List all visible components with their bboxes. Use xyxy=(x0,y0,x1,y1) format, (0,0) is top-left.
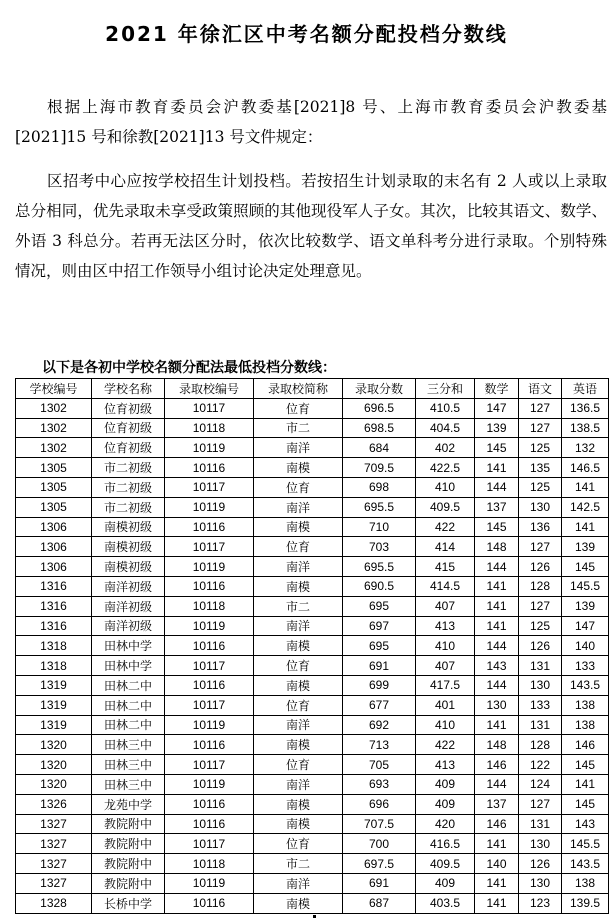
cell-col-school-code: 1327 xyxy=(16,814,92,834)
cell-col-english: 146.5 xyxy=(562,458,609,478)
cell-col-school-name: 教院附中 xyxy=(92,854,165,874)
table-row xyxy=(16,616,609,636)
table-row xyxy=(16,715,609,735)
table-row xyxy=(16,755,609,775)
cell-col-admit-code: 10117 xyxy=(165,834,254,854)
cell-col-admit-name: 位育 xyxy=(254,834,343,854)
cell-col-math: 147 xyxy=(475,398,519,418)
table-row xyxy=(16,418,609,438)
cell-col-three-sum: 410 xyxy=(416,636,475,656)
cell-col-school-code: 1328 xyxy=(16,893,92,913)
cell-col-three-sum: 409.5 xyxy=(416,854,475,874)
cell-col-three-sum: 422 xyxy=(416,735,475,755)
cell-col-school-name: 南洋初级 xyxy=(92,596,165,616)
cell-col-three-sum: 401 xyxy=(416,695,475,715)
cell-col-score: 707.5 xyxy=(343,814,416,834)
header-col-three-sum: 三分和 xyxy=(416,379,475,399)
cell-col-math: 145 xyxy=(475,517,519,537)
cell-col-chinese: 135 xyxy=(519,458,562,478)
cell-col-school-code: 1318 xyxy=(16,636,92,656)
table-row xyxy=(16,794,609,814)
cell-col-admit-code: 10116 xyxy=(165,735,254,755)
cell-col-school-name: 田林二中 xyxy=(92,695,165,715)
cell-col-school-name: 南模初级 xyxy=(92,517,165,537)
cell-col-chinese: 128 xyxy=(519,735,562,755)
cell-col-school-name: 教院附中 xyxy=(92,814,165,834)
cell-col-english: 143.5 xyxy=(562,854,609,874)
cell-col-math: 141 xyxy=(475,616,519,636)
cell-col-chinese: 127 xyxy=(519,418,562,438)
cell-col-math: 137 xyxy=(475,497,519,517)
cell-col-school-name: 南洋初级 xyxy=(92,576,165,596)
cell-col-chinese: 125 xyxy=(519,616,562,636)
cell-col-english: 143 xyxy=(562,814,609,834)
cell-col-school-name: 田林三中 xyxy=(92,755,165,775)
cell-col-admit-code: 10116 xyxy=(165,893,254,913)
cell-col-school-code: 1306 xyxy=(16,517,92,537)
cell-col-three-sum: 416.5 xyxy=(416,834,475,854)
cell-col-school-code: 1320 xyxy=(16,755,92,775)
cell-col-three-sum: 403.5 xyxy=(416,893,475,913)
cell-col-chinese: 123 xyxy=(519,893,562,913)
header-col-admit-name: 录取校简称 xyxy=(254,379,343,399)
cell-col-admit-code: 10119 xyxy=(165,497,254,517)
cell-col-chinese: 125 xyxy=(519,477,562,497)
cell-col-admit-name: 位育 xyxy=(254,695,343,715)
cell-col-chinese: 126 xyxy=(519,854,562,874)
table-caption: 以下是各初中学校名额分配法最低投档分数线： xyxy=(42,360,336,376)
cell-col-school-code: 1306 xyxy=(16,537,92,557)
cell-col-chinese: 127 xyxy=(519,794,562,814)
cell-col-admit-code: 10118 xyxy=(165,418,254,438)
cell-col-chinese: 131 xyxy=(519,814,562,834)
cell-col-math: 137 xyxy=(475,794,519,814)
cell-col-score: 709.5 xyxy=(343,458,416,478)
cell-col-admit-code: 10116 xyxy=(165,576,254,596)
cell-col-school-code: 1327 xyxy=(16,854,92,874)
table-row xyxy=(16,675,609,695)
cell-col-admit-code: 10116 xyxy=(165,517,254,537)
cell-col-math: 141 xyxy=(475,458,519,478)
table-row xyxy=(16,854,609,874)
cell-col-school-name: 市二初级 xyxy=(92,497,165,517)
cell-col-admit-name: 南模 xyxy=(254,576,343,596)
cell-col-admit-name: 南洋 xyxy=(254,873,343,893)
cell-col-three-sum: 402 xyxy=(416,438,475,458)
cell-col-three-sum: 417.5 xyxy=(416,675,475,695)
cell-col-school-code: 1305 xyxy=(16,477,92,497)
cell-col-math: 141 xyxy=(475,576,519,596)
cell-col-admit-name: 市二 xyxy=(254,854,343,874)
cell-col-score: 693 xyxy=(343,774,416,794)
cell-col-admit-code: 10118 xyxy=(165,854,254,874)
cell-col-score: 692 xyxy=(343,715,416,735)
cell-col-english: 138 xyxy=(562,695,609,715)
cell-col-chinese: 124 xyxy=(519,774,562,794)
cell-col-three-sum: 420 xyxy=(416,814,475,834)
cell-col-english: 139 xyxy=(562,596,609,616)
table-row xyxy=(16,735,609,755)
table-row xyxy=(16,893,609,913)
cell-col-score: 699 xyxy=(343,675,416,695)
cell-col-score: 696.5 xyxy=(343,398,416,418)
cell-col-english: 138 xyxy=(562,873,609,893)
cell-col-admit-code: 10119 xyxy=(165,438,254,458)
cell-col-english: 147 xyxy=(562,616,609,636)
cell-col-admit-code: 10119 xyxy=(165,715,254,735)
cell-col-admit-name: 南洋 xyxy=(254,774,343,794)
cell-col-three-sum: 414.5 xyxy=(416,576,475,596)
header-col-math: 数学 xyxy=(475,379,519,399)
cell-col-three-sum: 414 xyxy=(416,537,475,557)
header-col-admit-code: 录取校编号 xyxy=(165,379,254,399)
cell-col-school-code: 1305 xyxy=(16,497,92,517)
cell-col-three-sum: 410.5 xyxy=(416,398,475,418)
intro-paragraph-1: 根据上海市教育委员会沪教委基[2021]8 号、上海市教育委员会沪教委基[2021]15 号和徐教[2021]13 号文件规定： xyxy=(15,98,607,146)
cell-col-admit-code: 10119 xyxy=(165,557,254,577)
header-col-chinese: 语文 xyxy=(519,379,562,399)
cell-col-score: 713 xyxy=(343,735,416,755)
header-col-english: 英语 xyxy=(562,379,609,399)
cell-col-school-code: 1319 xyxy=(16,695,92,715)
cell-col-math: 148 xyxy=(475,735,519,755)
cell-col-admit-name: 南模 xyxy=(254,893,343,913)
cell-col-english: 145.5 xyxy=(562,576,609,596)
table-row xyxy=(16,814,609,834)
header-col-school-name: 学校名称 xyxy=(92,379,165,399)
cell-col-math: 130 xyxy=(475,695,519,715)
cell-col-admit-code: 10117 xyxy=(165,398,254,418)
cell-col-three-sum: 410 xyxy=(416,477,475,497)
table-row xyxy=(16,458,609,478)
cell-col-three-sum: 409 xyxy=(416,794,475,814)
header-col-school-code: 学校编号 xyxy=(16,379,92,399)
table-row xyxy=(16,497,609,517)
cell-col-math: 143 xyxy=(475,656,519,676)
cell-col-school-code: 1316 xyxy=(16,576,92,596)
cell-col-admit-name: 南模 xyxy=(254,735,343,755)
cell-col-school-code: 1327 xyxy=(16,834,92,854)
table-row xyxy=(16,477,609,497)
cell-col-school-code: 1306 xyxy=(16,557,92,577)
table-row xyxy=(16,576,609,596)
table-header-row xyxy=(16,379,609,399)
cell-col-school-name: 市二初级 xyxy=(92,458,165,478)
cell-col-three-sum: 415 xyxy=(416,557,475,577)
cell-col-english: 139.5 xyxy=(562,893,609,913)
cell-col-english: 141 xyxy=(562,774,609,794)
cell-col-english: 142.5 xyxy=(562,497,609,517)
table-row xyxy=(16,774,609,794)
cell-col-chinese: 133 xyxy=(519,695,562,715)
cell-col-chinese: 125 xyxy=(519,438,562,458)
cell-col-admit-code: 10116 xyxy=(165,794,254,814)
cell-col-chinese: 122 xyxy=(519,755,562,775)
cell-col-school-code: 1320 xyxy=(16,774,92,794)
cell-col-math: 144 xyxy=(475,675,519,695)
cell-col-admit-code: 10118 xyxy=(165,596,254,616)
cell-col-school-code: 1302 xyxy=(16,438,92,458)
cell-col-school-code: 1302 xyxy=(16,418,92,438)
cell-col-admit-name: 南洋 xyxy=(254,715,343,735)
cell-col-admit-code: 10119 xyxy=(165,774,254,794)
cell-col-three-sum: 409 xyxy=(416,774,475,794)
cell-col-score: 698 xyxy=(343,477,416,497)
page-title: 2021 年徐汇区中考名额分配投档分数线 xyxy=(105,22,508,46)
cell-col-score: 677 xyxy=(343,695,416,715)
cell-col-admit-name: 南模 xyxy=(254,814,343,834)
cell-col-school-code: 1305 xyxy=(16,458,92,478)
cell-col-admit-code: 10117 xyxy=(165,537,254,557)
cell-col-school-code: 1327 xyxy=(16,873,92,893)
cell-col-score: 684 xyxy=(343,438,416,458)
cell-col-admit-code: 10117 xyxy=(165,656,254,676)
cell-col-chinese: 126 xyxy=(519,636,562,656)
cell-col-score: 705 xyxy=(343,755,416,775)
cell-col-school-name: 南洋初级 xyxy=(92,616,165,636)
table-row xyxy=(16,596,609,616)
cell-col-score: 698.5 xyxy=(343,418,416,438)
cell-col-score: 687 xyxy=(343,893,416,913)
cell-col-admit-code: 10116 xyxy=(165,814,254,834)
cell-col-math: 148 xyxy=(475,537,519,557)
cell-col-admit-name: 市二 xyxy=(254,418,343,438)
cell-col-english: 143.5 xyxy=(562,675,609,695)
cell-col-school-name: 南模初级 xyxy=(92,557,165,577)
cell-col-english: 140 xyxy=(562,636,609,656)
cell-col-english: 141 xyxy=(562,477,609,497)
cell-col-three-sum: 407 xyxy=(416,656,475,676)
cell-col-school-name: 位育初级 xyxy=(92,418,165,438)
table-row xyxy=(16,873,609,893)
cell-col-score: 697 xyxy=(343,616,416,636)
cell-col-admit-name: 位育 xyxy=(254,398,343,418)
cell-col-chinese: 127 xyxy=(519,596,562,616)
cell-col-school-name: 田林二中 xyxy=(92,715,165,735)
cell-col-school-code: 1302 xyxy=(16,398,92,418)
cell-col-school-name: 田林中学 xyxy=(92,636,165,656)
table-row xyxy=(16,636,609,656)
cell-col-english: 132 xyxy=(562,438,609,458)
cell-col-admit-name: 南模 xyxy=(254,636,343,656)
cell-col-school-code: 1316 xyxy=(16,596,92,616)
cell-col-score: 703 xyxy=(343,537,416,557)
cell-col-math: 140 xyxy=(475,854,519,874)
cell-col-admit-code: 10116 xyxy=(165,636,254,656)
cell-col-admit-name: 南洋 xyxy=(254,438,343,458)
cell-col-school-name: 位育初级 xyxy=(92,438,165,458)
cell-col-score: 695 xyxy=(343,636,416,656)
cell-col-english: 145 xyxy=(562,794,609,814)
cell-col-admit-code: 10119 xyxy=(165,873,254,893)
cell-col-math: 141 xyxy=(475,596,519,616)
cell-col-chinese: 126 xyxy=(519,557,562,577)
cell-col-admit-name: 位育 xyxy=(254,755,343,775)
cell-col-three-sum: 422.5 xyxy=(416,458,475,478)
cell-col-math: 141 xyxy=(475,715,519,735)
cell-col-math: 146 xyxy=(475,755,519,775)
cell-col-three-sum: 422 xyxy=(416,517,475,537)
cell-col-school-name: 教院附中 xyxy=(92,834,165,854)
cell-col-admit-code: 10116 xyxy=(165,458,254,478)
cell-col-admit-name: 南模 xyxy=(254,675,343,695)
cell-col-english: 133 xyxy=(562,656,609,676)
intro-paragraph-2: 区招考中心应按学校招生计划投档。若按招生计划录取的末名有 2 人或以上录取总分相同，优先录取未享受政策照顾的其他现役军人子女。其次，比较其语文、数学、外语 3 科总分。若再无法区分时，依次比较数学、语文单科考分进行录取。个别特殊情况，则由区中招工作领导小组讨论决定处理意见。 xyxy=(15,172,607,280)
cell-col-three-sum: 413 xyxy=(416,755,475,775)
cell-col-admit-name: 南洋 xyxy=(254,497,343,517)
cell-col-english: 145.5 xyxy=(562,834,609,854)
cell-col-chinese: 130 xyxy=(519,873,562,893)
cell-col-school-name: 田林三中 xyxy=(92,774,165,794)
cell-col-english: 145 xyxy=(562,755,609,775)
table-row xyxy=(16,517,609,537)
cell-col-school-code: 1316 xyxy=(16,616,92,636)
cell-col-admit-code: 10117 xyxy=(165,695,254,715)
table-row xyxy=(16,398,609,418)
table-row xyxy=(16,557,609,577)
cell-col-school-name: 位育初级 xyxy=(92,398,165,418)
cell-col-school-name: 田林二中 xyxy=(92,675,165,695)
cell-col-score: 710 xyxy=(343,517,416,537)
cell-col-school-code: 1318 xyxy=(16,656,92,676)
cell-col-math: 146 xyxy=(475,814,519,834)
cell-col-math: 144 xyxy=(475,557,519,577)
cell-col-school-code: 1319 xyxy=(16,715,92,735)
cell-col-three-sum: 409 xyxy=(416,873,475,893)
cell-col-admit-name: 位育 xyxy=(254,537,343,557)
cell-col-school-code: 1326 xyxy=(16,794,92,814)
cell-col-score: 700 xyxy=(343,834,416,854)
cell-col-admit-code: 10117 xyxy=(165,477,254,497)
cell-col-admit-name: 南洋 xyxy=(254,616,343,636)
cell-col-score: 690.5 xyxy=(343,576,416,596)
cell-col-math: 141 xyxy=(475,834,519,854)
cell-col-three-sum: 409.5 xyxy=(416,497,475,517)
cell-col-math: 141 xyxy=(475,893,519,913)
cell-col-three-sum: 407 xyxy=(416,596,475,616)
cell-col-admit-code: 10116 xyxy=(165,675,254,695)
cell-col-score: 691 xyxy=(343,873,416,893)
cell-col-chinese: 130 xyxy=(519,675,562,695)
cell-col-school-name: 田林中学 xyxy=(92,656,165,676)
cell-col-chinese: 127 xyxy=(519,398,562,418)
cell-col-admit-name: 位育 xyxy=(254,656,343,676)
cell-col-score: 695 xyxy=(343,596,416,616)
cell-col-score: 696 xyxy=(343,794,416,814)
table-row xyxy=(16,695,609,715)
cell-col-math: 144 xyxy=(475,477,519,497)
cell-col-admit-name: 南模 xyxy=(254,458,343,478)
cell-col-school-name: 教院附中 xyxy=(92,873,165,893)
cell-col-chinese: 136 xyxy=(519,517,562,537)
cell-col-english: 136.5 xyxy=(562,398,609,418)
cell-col-chinese: 127 xyxy=(519,537,562,557)
table-row xyxy=(16,656,609,676)
cell-col-chinese: 130 xyxy=(519,497,562,517)
cell-col-admit-name: 南模 xyxy=(254,517,343,537)
table-row xyxy=(16,834,609,854)
cell-col-three-sum: 410 xyxy=(416,715,475,735)
cell-col-school-name: 长桥中学 xyxy=(92,893,165,913)
cell-col-school-name: 龙苑中学 xyxy=(92,794,165,814)
table-row xyxy=(16,438,609,458)
cell-col-school-name: 市二初级 xyxy=(92,477,165,497)
cell-col-admit-name: 位育 xyxy=(254,477,343,497)
cell-col-score: 695.5 xyxy=(343,497,416,517)
cell-col-admit-name: 南模 xyxy=(254,794,343,814)
cell-col-math: 141 xyxy=(475,873,519,893)
cell-col-school-name: 南模初级 xyxy=(92,537,165,557)
page-mark xyxy=(313,915,316,918)
cell-col-three-sum: 413 xyxy=(416,616,475,636)
cell-col-chinese: 131 xyxy=(519,656,562,676)
cell-col-english: 145 xyxy=(562,557,609,577)
cell-col-math: 145 xyxy=(475,438,519,458)
cell-col-chinese: 128 xyxy=(519,576,562,596)
cell-col-english: 141 xyxy=(562,517,609,537)
cell-col-score: 695.5 xyxy=(343,557,416,577)
table-body xyxy=(16,398,609,913)
cell-col-score: 697.5 xyxy=(343,854,416,874)
cell-col-english: 138.5 xyxy=(562,418,609,438)
cell-col-english: 146 xyxy=(562,735,609,755)
cell-col-math: 144 xyxy=(475,636,519,656)
cell-col-score: 691 xyxy=(343,656,416,676)
cell-col-admit-code: 10119 xyxy=(165,616,254,636)
cell-col-math: 144 xyxy=(475,774,519,794)
cell-col-school-code: 1320 xyxy=(16,735,92,755)
cell-col-english: 138 xyxy=(562,715,609,735)
cell-col-school-name: 田林三中 xyxy=(92,735,165,755)
cell-col-admit-name: 南洋 xyxy=(254,557,343,577)
cell-col-english: 139 xyxy=(562,537,609,557)
cell-col-chinese: 130 xyxy=(519,834,562,854)
table-row xyxy=(16,537,609,557)
score-table xyxy=(15,378,609,914)
cell-col-school-code: 1319 xyxy=(16,675,92,695)
cell-col-admit-code: 10117 xyxy=(165,755,254,775)
cell-col-chinese: 131 xyxy=(519,715,562,735)
header-col-score: 录取分数 xyxy=(343,379,416,399)
cell-col-math: 139 xyxy=(475,418,519,438)
cell-col-admit-name: 市二 xyxy=(254,596,343,616)
cell-col-three-sum: 404.5 xyxy=(416,418,475,438)
